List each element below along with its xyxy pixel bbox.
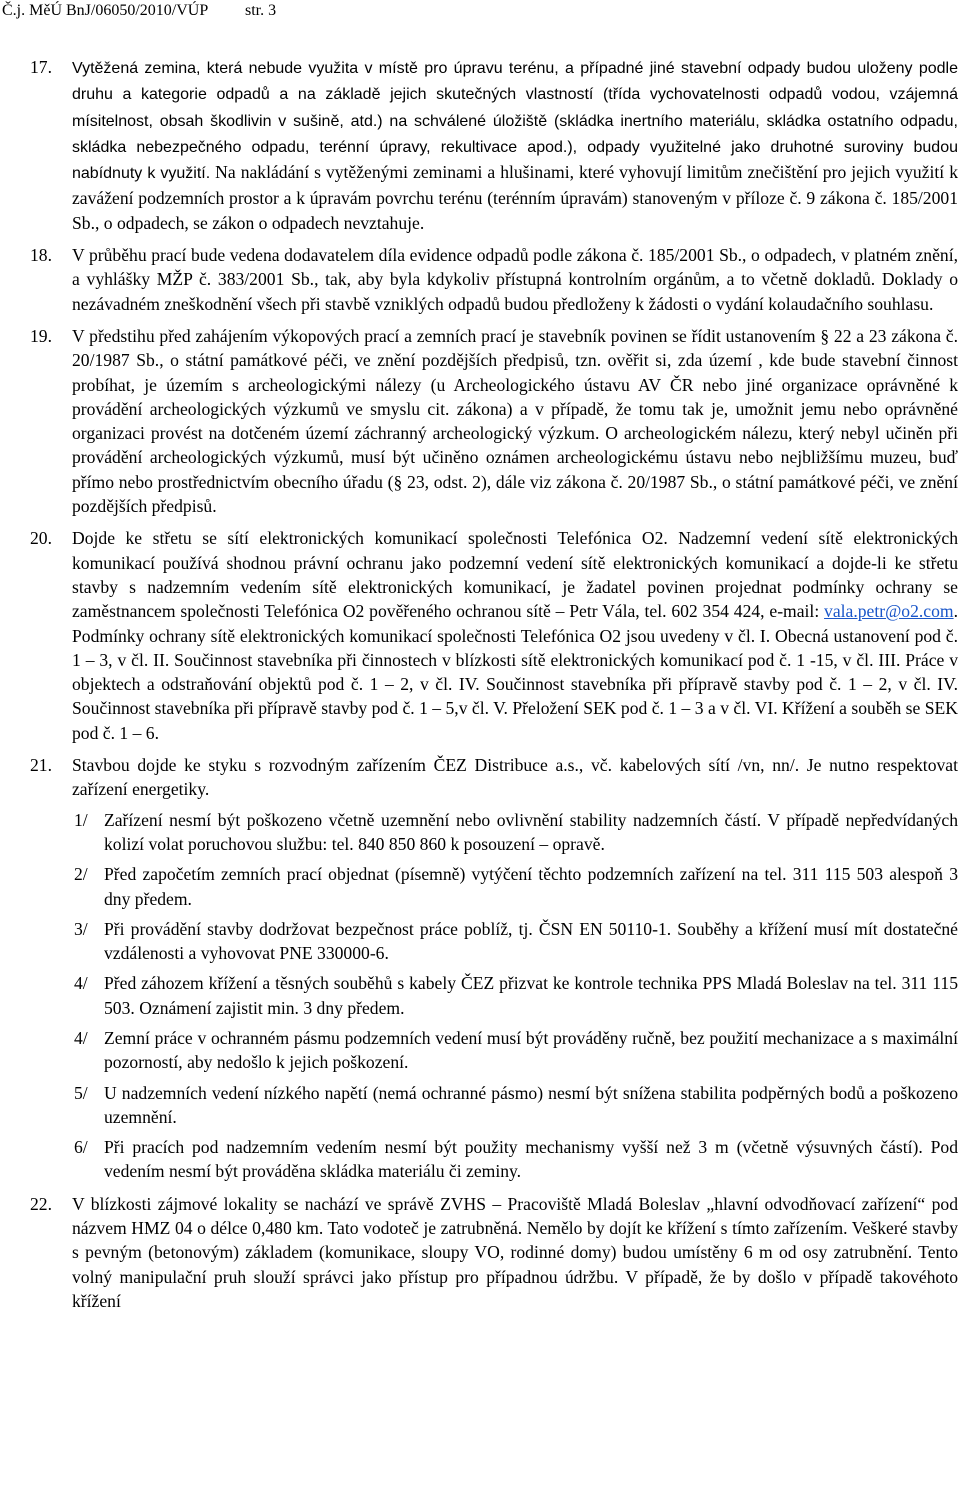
- page-header: [0, 0, 960, 20]
- item-number: 18.: [30, 245, 52, 266]
- item-number: 22.: [30, 1193, 52, 1214]
- sub-item-text: Před záhozem křížení a těsných souběhů s kabely ČEZ přizvat ke kontrole technika PPS Mladá Boleslav na tel. 311 115 503. Oznámení zajistit min. 3 dny předem.: [104, 973, 958, 1018]
- document-body: [30, 55, 958, 1321]
- item-text: [72, 526, 958, 745]
- item-text-part-b: . Podmínky ochrany sítě elektronických komunikací společnosti Telefónica O2 jsou uvedeny v čl. I. Obecná ustanovení pod č. 1 – 3, v čl. II. Součinnost stavebníka při činnostech v blízkosti sítě elektronických komunikací pod č. 1 -15, v čl. III. Práce v objektech a odstraňování objektů pod č. 1 – 2, v čl. IV. Součinnost stavebníka při přípravě stavby pod č. 1 – 2, v čl. IV. Součinnost stavebníka při přípravě stavby pod č. 1 – 5,v čl. V. Přeložení SEK pod č. 1 – 3 a v čl. VI. Křížení a souběh se SEK pod č. 1 – 6.: [72, 601, 958, 743]
- document-reference: Č.j. MěÚ BnJ/06050/2010/VÚP: [2, 2, 209, 19]
- item-text-part-a: Vytěžená zemina, která nebude využita v místě pro úpravu terénu, a případné jiné stavební odpady budou uloženy podle druhu a kategorie odpadů a na základě jejich skutečných vlastností (třída vychovatelnosti odpadů vodou, vzájemná mísitelnost, obsah škodlivin v sušině, atd.) na schválené úložiště (skládka inertního materiálu, skládka ostatního odpadu, skládka nebezpečného odpadu, terénní úpravy, rekultivace apod.), odpady využitelné jako druhotné suroviny budou nabídnuty k využití.: [72, 60, 958, 183]
- item-text-part-a: Dojde ke střetu se sítí elektronických komunikací společnosti Telefónica O2. Nadzemní vedení sítě elektronických komunikací používá shodnou právní ochranu jako podzemní vedení sítě elektronických komunikací a dojde-li ke střetu stavby s nadzemním vedením sítě elektronických komunikací, je žadatel povinen projednat podmínky ochrany se zaměstnancem společnosti Telefónica O2 pověřeného ochranou sítě – Petr Vála, tel. 602 354 424, e-mail:: [72, 528, 958, 622]
- item-text-part-b: Na nakládání s vytěženými zeminami a hlušinami, které vyhovují limitům znečištění pro jejich využití k zavážení podzemních prostor a k úpravám povrchu terénu (terénním úpravám) stanoveným v příloze č. 9 zákona č. 185/2001 Sb., o odpadech, se zákon o odpadech nevztahuje.: [72, 162, 958, 233]
- list-item-22: [30, 1192, 958, 1313]
- item-text: V předstihu před zahájením výkopových prací a zemních prací je stavebník povinen se řídit ustanovením § 22 a 23 zákona č. 20/1987 Sb., o státní památkové péči, ve znění pozdějších předpisů, tzn. ověřit si, zda území , kde bude stavební činnost probíhat, je územím s archeologickými nálezy (u Archeologického ústavu AV ČR nebo jiné organizace oprávněné k provádění archeologických výzkumů ve smyslu cit. zákona) a v případě, že tomu tak je, umožnit jemu nebo oprávněné organizaci provést na dotčeném území záchranný archeologický výzkum. O archeologickém nálezu, který nebyl učiněn při provádění archeologických výzkumů, musí být učiněno oznámen archeologickému ústavu nebo nejbližšímu muzeu, buď přímo nebo prostřednictvím obecního úřadu (§ 23, odst. 2), dále viz zákona č. 20/1987 Sb., o státní památkové péči, ve znění pozdějších předpisů.: [72, 325, 958, 517]
- item-text: V blízkosti zájmové lokality se nachází ve správě ZVHS – Pracoviště Mladá Boleslav „hlavní odvodňovací zařízení“ pod názvem HMZ 04 o délce 0,480 km. Tato vodoteč je zatrubněná. Nemělo by dojít ke křížení s tímto zařízením. Veškeré stavby s pevným (betonovým) základem (komunikace, sloupy VO, rodinné domy) budou umístěny 6 m od osy zatrubnění. Tento volný manipulační pruh slouží správci jako přístup pro případnou údržbu. V případě, že by došlo v případě takovéhoto křížení: [72, 1193, 958, 1311]
- sub-item-number: 1/: [74, 809, 88, 830]
- sub-item-text: Před započetím zemních prací objednat (písemně) vytýčení těchto podzemních zařízení na tel. 311 115 503 alespoň 3 dny předem.: [104, 864, 958, 909]
- list-item-21: [30, 753, 958, 1192]
- sub-item: [74, 1135, 958, 1184]
- item-text: [72, 55, 958, 235]
- item-text: [72, 753, 958, 1192]
- sub-item-text: U nadzemních vedení nízkého napětí (nemá ochranné pásmo) nesmí být snížena stabilita podpěrných bodů a poškozeno uzemnění.: [104, 1082, 958, 1127]
- sub-item-number: 5/: [74, 1082, 88, 1103]
- item-number: 17.: [30, 57, 52, 77]
- list-item-18: [30, 243, 958, 316]
- list-item-20: [30, 526, 958, 745]
- sub-item: [74, 862, 958, 911]
- sub-item-number: 6/: [74, 1137, 88, 1158]
- list-item-19: [30, 324, 958, 518]
- sub-item-text: Zemní práce v ochranném pásmu podzemních vedení musí být prováděny ručně, bez použití mechanizace a s maximální pozorností, aby nedošlo k jejich poškození.: [104, 1027, 958, 1073]
- sub-item-number: 4/: [74, 1027, 88, 1048]
- sub-item: [74, 971, 958, 1020]
- sub-item-text: Při provádění stavby dodržovat bezpečnost práce poblíž, tj. ČSN EN 50110-1. Souběhy a křížení musí mít dostatečné vzdálenosti a vyhovovat PNE 330000-6.: [104, 918, 958, 964]
- sub-item: [74, 1026, 958, 1075]
- sub-list: [72, 808, 958, 1184]
- sub-item-text: Při pracích pod nadzemním vedením nesmí být použity mechanismy vyšší než 3 m (včetně výsuvných částí). Pod vedením nesmí být prováděna skládka materiálu či zeminy.: [104, 1137, 958, 1182]
- item-number: 20.: [30, 528, 52, 549]
- sub-item: [74, 808, 958, 857]
- list-item-17: [30, 55, 958, 235]
- item-number: 21.: [30, 755, 52, 776]
- item-intro: Stavbou dojde ke styku s rozvodným zařízením ČEZ Distribuce a.s., vč. kabelových sítí /vn, nn/. Je nutno respektovat zařízení energetiky.: [72, 755, 958, 800]
- sub-item-text: Zařízení nesmí být poškozeno včetně uzemnění nebo ovlivnění stability nadzemních částí. V případě nepředvídaných kolizí volat poruchovou službu: tel. 840 850 860 k posouzení – opravě.: [104, 809, 958, 854]
- page-number: str. 3: [245, 2, 277, 19]
- sub-item: [74, 917, 958, 966]
- email-link[interactable]: vala.petr@o2.com: [824, 601, 954, 622]
- sub-item: [74, 1081, 958, 1130]
- sub-item-number: 2/: [74, 864, 88, 885]
- sub-item-number: 3/: [74, 918, 88, 939]
- item-number: 19.: [30, 325, 52, 346]
- sub-item-number: 4/: [74, 973, 88, 994]
- item-text: V průběhu prací bude vedena dodavatelem díla evidence odpadů podle zákona č. 185/2001 Sb., o odpadech, v platném znění, a vyhlášky MŽP č. 383/2001 Sb., tak, aby byla kdykoliv přístupná kontrolním orgánům, a to včetně dokladů. Doklady o nezávadném zneškodnění všech při stavbě vzniklých odpadů budou předloženy k žádosti o vydání kolaudačního souhlasu.: [72, 245, 958, 314]
